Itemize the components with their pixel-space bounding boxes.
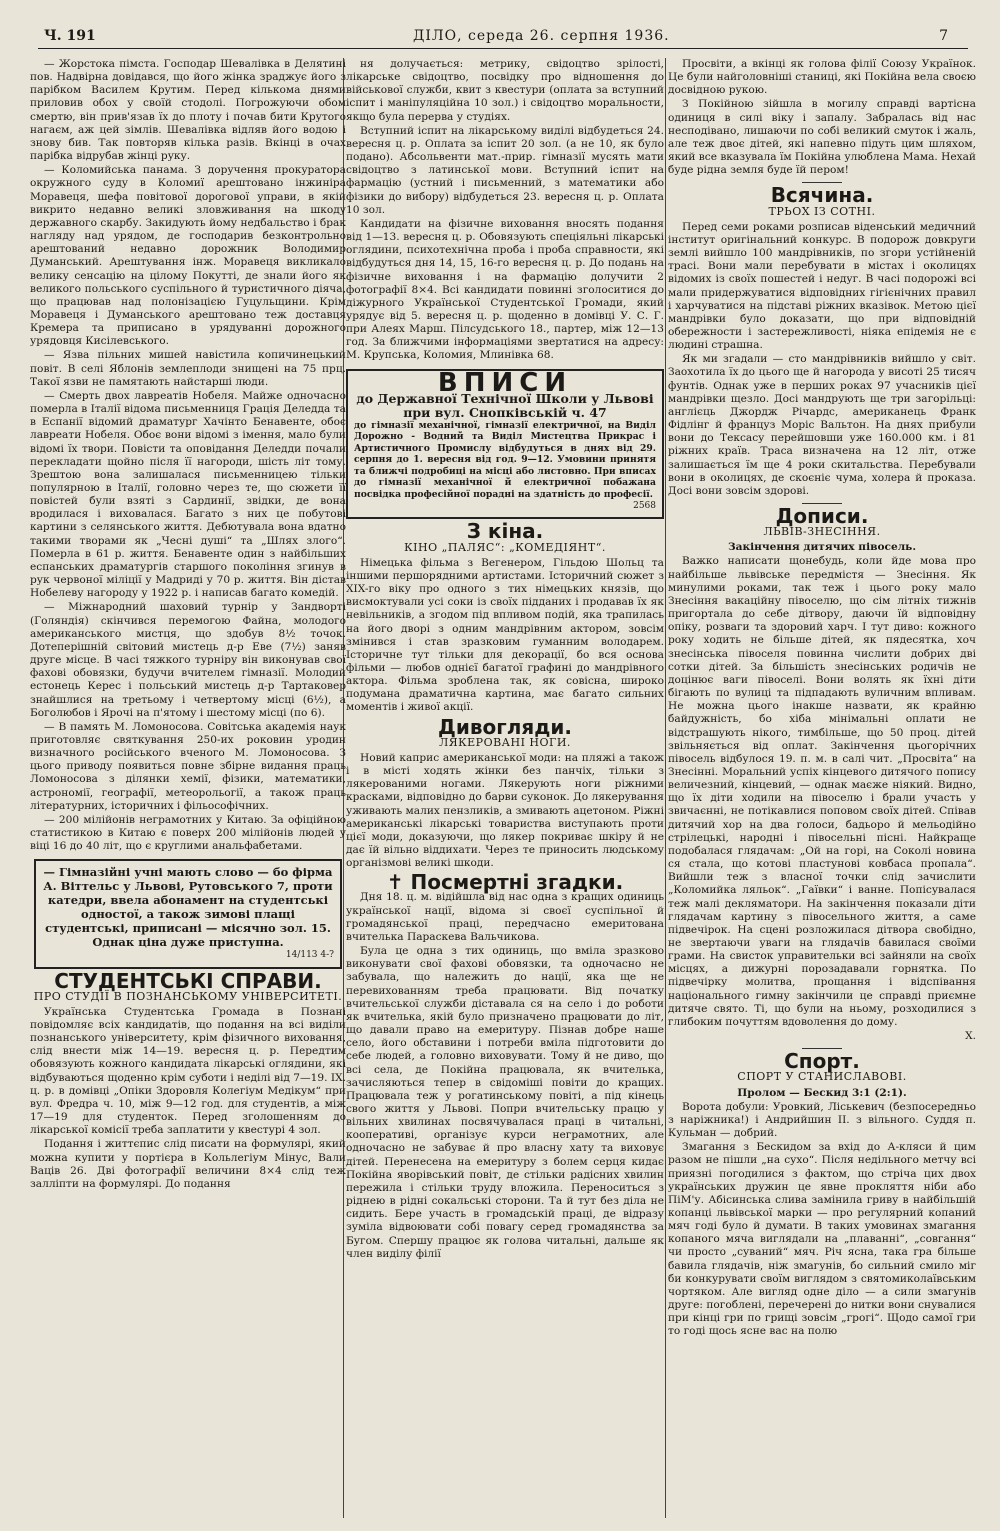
ad-address: при вул. Снопківській ч. 47 — [403, 404, 607, 420]
section-subtitle: ПРО СТУДІЇ В ПОЗНАНСЬКОМУ УНІВЕРСИТЕТІ. — [33, 989, 343, 1003]
section-subtitle: КІНО „ПАЛЯС“: „КОМЕДІЯНТ“. — [404, 540, 606, 554]
article-continued: ня долучається: метрику, свідоцтво зрілості, лікарське свідоцтво, посвідку про відношення до військової служби, квит з квестури (оплата за вступний іспит і маніпуляційна 10 зол.) і свідоцтво моральности, якщо була перерва у студіях. — [346, 58, 664, 123]
article-match-report: Змагання з Бескидом за вхід до А-кляси й цим разом не пішли „на сухо“. Після недільного метчу всі приязні погодилися з фактом, що стріча цих двох українських дружин це явне прокляття ніби або ПіМ'у. Абісинська слива замінила гриву в найбільшій копанці львівської марки — про регулярний копаний мяч годі було й думати. В таких умовинах змагання копаного мяча виглядали на „плаванні“, „совгання“ чи просто „суваний“ мяч. Річ ясна, така гра більше бавила глядачів, ніж змагунів, бо сильний смило міг би конкурувати своїм виглядом з святомиколаївським чортяком. Але вигляд одне діло — а сили змагунів друге: погоблені, перечерені до нитки вони снувалися при кінці гри по грищі зовсім „грогі“. Щодо самої гри то годі щось ясне вас на полю — [668, 1141, 976, 1338]
section-title-miscellany: Всячина. — [770, 183, 874, 208]
article-poznan-studies: Українська Студентська Громада в Познані повідомляє всіх кандидатів, що подання на всі виділи познанського університету, крім фізичного виховання, слід внести між 14—19. вересня ц. р. Передтим обовязують кожного кандидата лікарські оглядини, які відбуваються щоденно крім суботи і неділі від 7—19. IX. ц. р. в домівці „Опіки Здоровля Колегіум Медікум“ при вул. Фредра ч. 10, між 9—12 год. для студентів, а між 17—19 для студенток. Перед зголошенням до лікарської комісії треба заплатити у квестурі 4 зол. — [30, 1005, 346, 1137]
article-poznan-continued: Подання і життєпис слід писати на формулярі, який можна купити у портієра в Кольлегіум Мінус, Вали Ваців 26. Дві фотографії величини 8×4 слід теж залліпти на формулярі. До подання — [30, 1138, 346, 1190]
column-rule — [665, 58, 666, 1518]
section-title-curiosities: Дивогляди. — [438, 714, 572, 739]
column-1 — [30, 58, 346, 1520]
article-obituary-body: Була це одна з тих одиниць, що вміла зразково виконувати свої фахові обовязки, та одночасно не забувала, що належить до нації, яка ще не перевихованням треба працювати. Від початку вчительської служби діставала ся на село і до роботи як вчителька, якій було призначено працювати до літ, що давали право на емеритуру. Пізнав добре наше село, його обставини і потреби вміла підготовити до себе людей, а головно виховувати. Тому й не диво, що всі села, де Покійна працювала, як вчителька, зачисляються тепер в свідоміші повіти до кращих. Працювала теж у рогатинському повіті, а під кінець свого життя у Львові. Попри вчительську працю у вільних хвилинах посвячувалася праці в читальні, кооперативі, організує курси неграмотних, але одночасно не забуває й про власну хату та виховує дітей. Перенесена на емеритуру з болем серця кидає Покійна яворівський повіт, де стільки радісних хвилин пережила і стільки труду вложила. Переноситься з ріднею в рідні сокальські сторони. Та й тут без діла не сидить. Бере участь в громадській праці, де відразу зуміла відвоювати собі повагу серед громадянства за Бугом. Спершу працює як голова читальні, дальше як член виділу філії — [346, 945, 664, 1260]
correspondence-lead: Закінчення дитячих півосель. — [727, 541, 917, 554]
ad-body: до гімназії механічної, гімназії електричної, на Виділ Дорожно - Водний та Виділ Мистецтва Прикрас і Артистичного Промислу відбудуться в днях від 29. серпня до 1. вересня від год. 9—12. Умовини принятя та ближчі подробиці на місці або листовно. При вписах до гімназії механічної й електричної побажана посвідка професійної порадні на здатність до професії. — [354, 419, 656, 500]
ad-subtitle: до Державної Технічної Школи у Львові — [356, 390, 654, 406]
article-revenge: — Жорстока пімста. Господар Шевалівка в Делятині пов. Надвірна довідався, що його жінка зраджує його з парібком Василем Крутим. Перед кількома днями приловив обох у своїй стодолі. Погрожуючи обом смертю, він прив'язав їх до плоту і почав бити Крутого нагаєм, аж цей зімлів. Шевалівка відляв його водою і знову бив. Так повторяв кілька разів. Вкінці в очах парібка відрубав жінці руку. — [30, 58, 346, 163]
column-3 — [668, 58, 976, 1520]
article-obituary-end: Просвіти, а вкінці як голова філії Союзу Українок. Це були найголовніші станиці, які Покійна вела своєю досвідною рукою. — [668, 58, 976, 97]
article-travelers-continued: Як ми згадали — сто мандрівників вийшло у світ. Заохотила їх до цього ще й нагорода у висоті 25 тисяч фунтів. Однак уже в перших роках 97 учасників цієї мандрівки щезло. Досі мандрують ще три загорільці: англієць Джордж Річардс, американець Франк Фідлінг й француз Моріс Вальтон. На днях прибули вони до Тексасу перейшовши уже 160.000 км. і 81 ріжних країв. Траса визначена на 12 літ, отже залишається їм ще 4 роки скитальства. Перебували вони в околицях, де скоєніє чума, холера й проказа. Досі вони зовсім здорові. — [668, 353, 976, 497]
section-title-cinema: З кіна. — [466, 519, 544, 544]
section-title-sport: Спорт. — [784, 1049, 860, 1074]
article-exam: Вступний іспит на лікарському виділі відбудеться 24. вересня ц. р. Оплата за іспит 20 зол. (а не 10, як було подано). Абсольвенти мат.-прир. гімназії мусять мати свідоцтво з латинської мови. Вступний іспит на фармацію (устний і письменний, з математики або фізики до вибору) відбудеться 23. вересня ц. р. Оплата 10 зол. — [346, 124, 664, 216]
author-signature: Х. — [965, 1030, 976, 1043]
advertisement-box — [34, 859, 342, 968]
page-number: 7 — [939, 28, 948, 44]
article-physical-education: Кандидати на фізичне виховання вносять подання від 1—13. вересня ц. р. Обовязують спеціяльні лікарські оглядини, психотехнічна проба і проба справности, які відбудуться дня 14, 15, 16-го вересня ц. р. До подань на фізичне виховання і на фармацію долучити 2 фотографії 8×4. Всі кандидати повинні зголоситися до діжурного Української Студентської Громади, який урядує від 5. вересня ц. р. щоденно в домівці У. С. Г. при Алеях Марш. Пілсудського 18., партер, між 12—13 год. За ближчими інформаціями звертатися на адресу: М. Крупська, Коломия, Млинівка 68. — [346, 217, 664, 362]
section-subtitle: ЛЬВІВ-ЗНЕСІННЯ. — [763, 525, 881, 539]
article-mice-plague: — Язва пільних мишей навістила копичинецький повіт. В селі Яблонів землеплоди знищені на 75 прц. Такої язви не памятають найстарші люди. — [30, 349, 346, 388]
article-chess-tournament: — Міжнародний шаховий турнір у Зандворті (Голяндія) скінчився перемогою Файна, молодого американського мистця, що здобув 8½ точок. Дотеперішній світовий мистець д-р Еве (7½) заняв друге місце. В часі тяжкого турніру він виконував свої фахові обовязки, будучи вчителем гімназії. Молодий естонець Керес і польський мистець д-р Тартаковер знайшлися на третьому і четвертому місці (6½), а Боголюбов і Ярочі на п'ятому і шестому місці (по 6). — [30, 601, 346, 719]
section-title-student-affairs: СТУДЕНТСЬКІ СПРАВИ. — [54, 968, 322, 993]
article-obituary-close: З Покійною зійшла в могилу справді вартісна одиниця в силі віку і запалу. Забралась від нас несподівано, лишаючи по собі великий смуток і жаль, але теж двоє дітей, які напевно підуть цим шляхом, який все вказувала їм Покійна улюблена Мама. Нехай буде рідна земля буде їй пером! — [668, 98, 976, 177]
page-header — [38, 26, 968, 49]
column-2 — [346, 58, 664, 1520]
section-subtitle: ЛЯКЕРОВАНІ НОГИ. — [439, 735, 571, 749]
advertisement-text: — Гімназійні учні мають слово — бо фірма А. Віттельс у Львові, Рутовського 7, проти катедри, ввела абонамент на студентські одностої, а також зимові плащі студентські, приписані — місячно зол. 15. Однак ціна дуже приступна. — [43, 865, 333, 950]
ad-code: 2568 — [633, 501, 656, 512]
issue-number: Ч. 191 — [44, 28, 96, 44]
article-nobel-deaths: — Смерть двох лавреатів Нобеля. Майже одночасно померла в Італії відома письменниця Грація Деледда та в Еспанії відомий драматург Хачінто Бенавенте, обоє лавреати Нобеля. Обоє вони відомі з імення, мало були відомі їх твори. Повісти та оповідання Деледди почали перекладати щойно після її нагороди, шість літ тому. Зрештою вона залишалася письменницею тільки популярною в Італії, головно через те, що сюжети її повістей були взяті з Сардинії, звідки, де вона вродилася і виховалася. Багато з них це побутові картини з селянського життя. Дебютувала вона вдатно такими творами як „Чесні душі“ та „Шлях злого“. Померла в 61 р. життя. Бенавенте один з найбільших еспанських драматургів старшого покоління згинув в рук червоної міліції у Мадриді у 70 р. життя. Він дістав Нобелеву нагороду у 1922 р. і написав багато комедій. — [30, 389, 346, 600]
section-title-correspondence: Дописи. — [775, 504, 869, 528]
ad-code: 14/113 4-? — [285, 950, 334, 961]
ad-title: ВПИСИ — [437, 367, 573, 398]
article-travelers: Перед семи роками розписав віденський медичний інститут оригінальний конкурс. В подорож довкруги землі вийшло 100 мандрівників, по згори устійненій трасі. Вони мали перебувати в містах і околицях відомих із своїх пошестей і недуг. В часі подорожі всі мали придержуватися відповідних гігієнічних правил і харчуватися на підставі ріжних вказівок. Метою цієї мандрівки було доказати, що при відповідній обережности і застережливості, ніяка епідемія не є людині страшна. — [668, 220, 976, 352]
article-china-illiterate: — 200 мілійонів неграмотних у Китаю. За офіційною статистикою в Китаю є поверх 200 мілійонів людей у віці 16 до 40 літ, що є круглими анальфабетами. — [30, 813, 346, 853]
article-kolomyia-panama: — Коломийська панама. З доручення прокуратора окружного суду в Коломиї арештовано інжиніра Моравеця, шефа повітової дорогової управи, в якій викрито недавно великі зловживання на шкоду державного скарбу. Закидують йому недбальство і брак нагляду над урядом, де господарив безконтрольно арештований недавно дорожник Володимир Думанський. Арештування інж. Моравеця викликало велику сенсацію на цілому Покутті, де знали його як великого польського суспільного й туристичного діяча, що працював над полонізацією Гуцульщини. Крім Моравеця і Думанського арештовано теж доставця Кремера та приписано в урядуванні дорожного урядовця Кисілевського. — [30, 164, 346, 348]
enrollment-advertisement — [346, 369, 664, 520]
section-title-obituaries: ✝ Посмертні згадки. — [386, 870, 624, 895]
article-lacquered-legs: Новий каприс американської моди: на пляжі а також і в місті ходять жінки без панчіх, тільки з лякерованими ногами. Лякерують ноги ріжними красками, відповідно до барви суконок. До лякерування уживають малих пензликів, а змивають ацетоном. Ріжні американські лікарські товариства виступають проти цієї моди, доказуючи, що лякер покриває шкіру й не дає їй вільно віддихати. Через те приносить людському організмові великі шкоди. — [346, 751, 664, 870]
article-children-camps: Важко написати щонебудь, коли йде мова про найбільше львівське передмістя — Знесіння. Як минулими роками, так теж і цього року мало Знесіння вакаційну півоселю, що сім літніх тижнів пригортала до себе дітвору, даючи їй відповідну опіку, розваги та здоровий харч. І тут диво: кожного року ходить не більше дітей, як пядесятка, хоч знесінська півоселя повинна числити добрих дві сотки дітей. За більшість знесінських родичів не доцінює ваги півоселі. Вони волять як їхні діти бігають по вулиці та підпадають вуличним впливам. Не можна цього інакше назвати, як крайню байдужність, бо хіба мінімальні оплати не відстрашують нікого, тимбільше, що 50 проц. дітей звільняється від оплат. Закінчення цьогорічних півосель відбулося 19. п. м. в салі чит. „Просвіта“ на Знесінні. Моральний успіх кінцевого дитячого попису величезний, кінцевий, — однак маєже ніякий. Видно, що їх діти ходили на півоселю і брали участь у звичаєнні, не потікавлися поповом своїх дітей. Співав дитячий хор на два голоси, бадьоро й мельодійно стрілецькі, народні і півосельні пісні. Найкраще подобалася глядачам: „Ой на горі, на Соколі новина ся стала, що котові пластунові ковбаса пропала“. Вийшли теж з власної точки слід зачислити „Коломийка ляльок“. „Гаївки“ і ванне. Попісувалася теж малі декляматори. На закінчення показали діти глядачам картину з півосельного життя, а саме підвечірок. На сцені розложилася дітвора свобідно, не звертаючи уваги на глядачів бавилася своїми грами. На свисток управительки всі зайняли на своїх місцях, а дижурні порозадавали горнятка. По підвечірку молитва, прощання і відспівання національного гимну закінчили це справді приємне дитяче свято. Ті, що були на ньому, розходилися з глибоким почуттям вдоволення до дому. — [668, 555, 976, 1028]
article-goals: Ворота добули: Уровкий, Ліськевич (безпосередньо з наріжника!) і Андрийшин II. з вільного. Суддя п. Кульман — добрий. — [668, 1100, 976, 1140]
match-score: Пролом — Бескид 3:1 (2:1). — [737, 1086, 907, 1099]
masthead-date: ДІЛО, середа 26. серпня 1936. — [413, 28, 670, 44]
article-cinema-review: Німецька фільма з Вегенером, Гільдою Шольц та іншими першорядними артистами. Історичний сюжет з XIX-го віку про одного з тих німецьких князів, що висмоктували усі соки із своїх підданих і продавав їх як невільників, а згодом під впливом подій, яка трапилась на його дворі з одним мандрівним актором, зовсім змінився і став зразковим гуманним володарем. Історичне тут тільки для декорації, бо вся основа фільми — любов однієї багатої графині до мандрівного актора. Фільма зроблена так, як совісна, широко подумана драматична картина, має багато сильних моментів і живої акції. — [346, 556, 664, 714]
article-obituary-intro: Дня 18. ц. м. відійшла від нас одна з кращих одиниць української нації, відома зі своєї суспільної й громадянської праці, передчасно емеритована вчителька Параскева Вальчикова. — [346, 891, 664, 943]
article-lomonosov: — В память М. Ломоносова. Совітська академія наук приготовляє святкування 250-их роковин уродин визначного російського вченого М. Ломоносова. З цього приводу появиться повне збірне видання праць Ломоносова з ділянки хемії, фізики, математики, астрономії, географії, метеорольогії, а також праць літературних, історичних і фільософічних. — [30, 720, 346, 812]
cross-icon: ✝ — [386, 870, 411, 895]
section-subtitle: СПОРТ У СТАНИСЛАВОВІ. — [737, 1070, 907, 1084]
section-subtitle: ТРЬОХ ІЗ СОТНІ. — [768, 204, 876, 218]
